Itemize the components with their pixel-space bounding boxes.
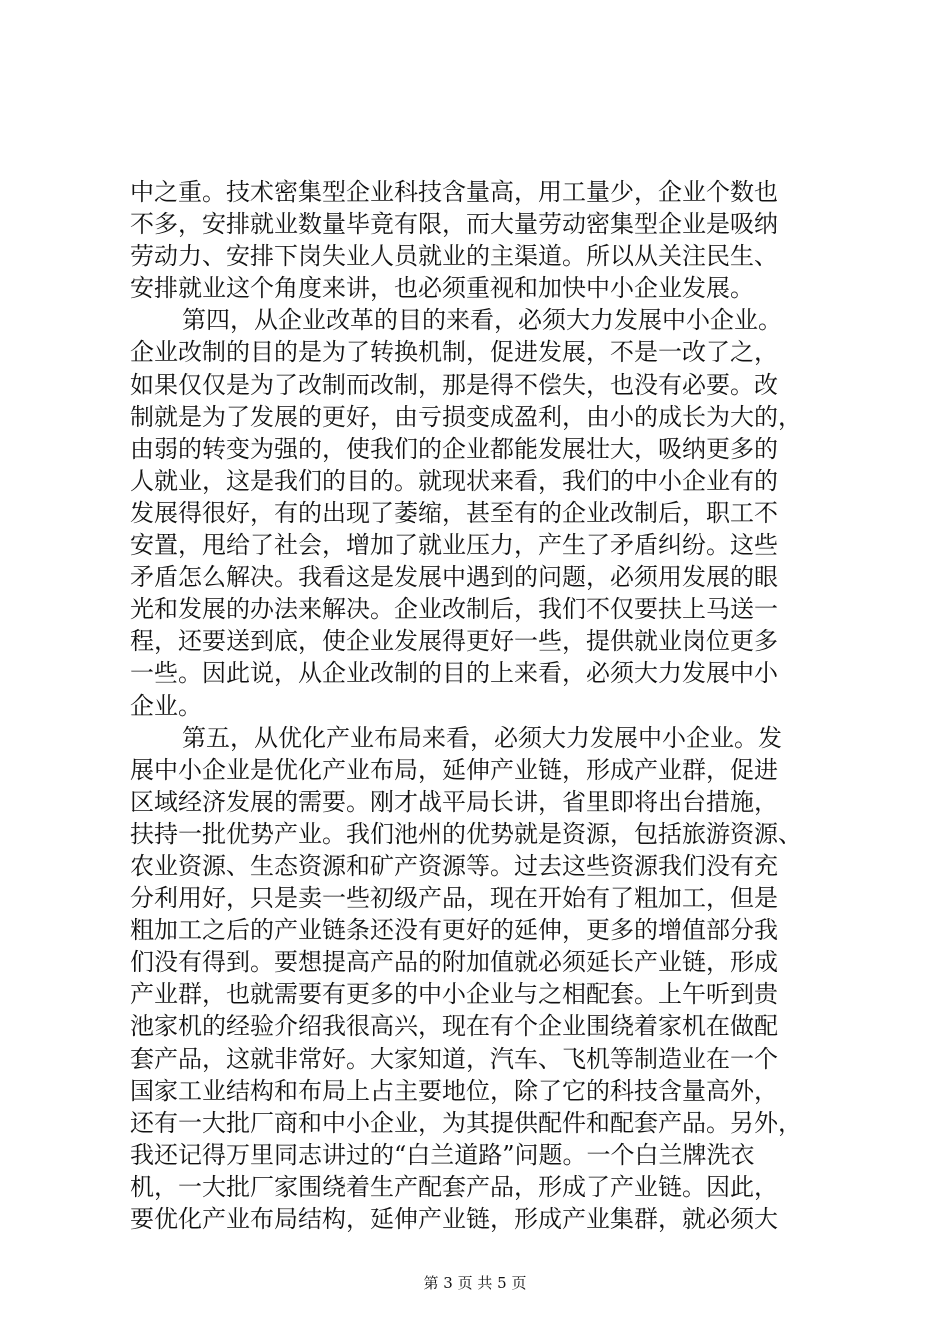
- text-line: 中之重。技术密集型企业科技含量高，用工量少，企业个数也: [130, 178, 778, 206]
- text-line: 企业改制的目的是为了转换机制，促进发展，不是一改了之，: [130, 338, 778, 367]
- text-line: 第四，从企业改革的目的来看，必须大力发展中小企业。: [182, 306, 782, 335]
- text-line: 国家工业结构和布局上占主要地位，除了它的科技含量高外，: [130, 1076, 778, 1105]
- text-line: 我还记得万里同志讲过的“白兰道路”问题。一个白兰牌洗衣: [130, 1140, 755, 1169]
- text-line: 农业资源、生态资源和矿产资源等。过去这些资源我们没有充: [130, 851, 778, 880]
- text-line: 们没有得到。要想提高产品的附加值就必须延长产业链，形成: [130, 948, 778, 977]
- text-line: 套产品，这就非常好。大家知道，汽车、飞机等制造业在一个: [130, 1044, 778, 1073]
- text-line: 安排就业这个角度来讲，也必须重视和加快中小企业发展。: [130, 274, 754, 303]
- text-line: 粗加工之后的产业链条还没有更好的延伸，更多的增值部分我: [130, 916, 778, 945]
- text-line: 程，还要送到底，使企业发展得更好一些，提供就业岗位更多: [130, 627, 778, 656]
- text-line: 劳动力、安排下岗失业人员就业的主渠道。所以从关注民生、: [130, 242, 778, 271]
- text-line: 人就业，这是我们的目的。就现状来看，我们的中小企业有的: [130, 466, 778, 495]
- text-line: 第五，从优化产业布局来看，必须大力发展中小企业。发: [182, 723, 782, 752]
- text-line: 展中小企业是优化产业布局，延伸产业链，形成产业群，促进: [130, 755, 778, 784]
- text-line: 池家机的经验介绍我很高兴，现在有个企业围绕着家机在做配: [130, 1012, 778, 1041]
- text-line: 分利用好，只是卖一些初级产品，现在开始有了粗加工，但是: [130, 884, 778, 913]
- text-line: 发展得很好，有的出现了萎缩，甚至有的企业改制后，职工不: [130, 498, 778, 527]
- text-line: 区域经济发展的需要。刚才战平局长讲，省里即将出台措施，: [130, 787, 778, 816]
- page-footer: 第 3 页 共 5 页: [423, 1274, 527, 1292]
- document-body: [130, 176, 824, 1235]
- text-line: 如果仅仅是为了改制而改制，那是得不偿失，也没有必要。改: [130, 370, 778, 399]
- text-line: 由弱的转变为强的，使我们的企业都能发展壮大，吸纳更多的: [130, 434, 778, 463]
- text-line: 扶持一批优势产业。我们池州的优势就是资源，包括旅游资源、: [130, 819, 802, 848]
- text-line: 机，一大批厂家围绕着生产配套产品，形成了产业链。因此，: [130, 1172, 778, 1201]
- text-line: 企业。: [130, 691, 202, 720]
- text-line: 产业群，也就需要有更多的中小企业与之相配套。上午听到贵: [130, 980, 778, 1009]
- text-line: 还有一大批厂商和中小企业，为其提供配件和配套产品。另外，: [130, 1108, 802, 1137]
- text-line: 安置，甩给了社会，增加了就业压力，产生了矛盾纠纷。这些: [130, 531, 778, 560]
- text-line: 不多，安排就业数量毕竟有限，而大量劳动密集型企业是吸纳: [130, 210, 778, 239]
- text-line: 制就是为了发展的更好，由亏损变成盈利，由小的成长为大的，: [130, 402, 802, 431]
- text-line: 光和发展的办法来解决。企业改制后，我们不仅要扶上马送一: [130, 595, 778, 624]
- text-line: 矛盾怎么解决。我看这是发展中遇到的问题，必须用发展的眼: [130, 563, 778, 592]
- text-line: 要优化产业布局结构，延伸产业链，形成产业集群，就必须大: [130, 1205, 778, 1233]
- text-line: 一些。因此说，从企业改制的目的上来看，必须大力发展中小: [130, 659, 778, 688]
